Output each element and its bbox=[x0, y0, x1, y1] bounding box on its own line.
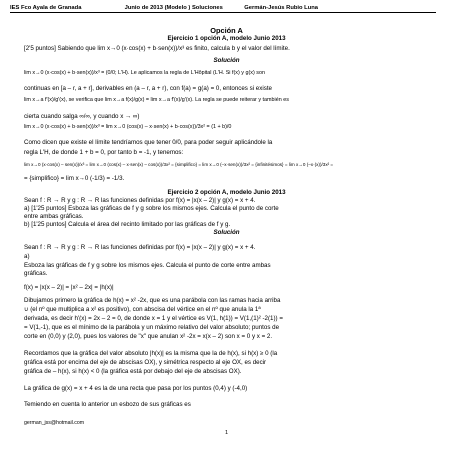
footer-email: german_jss@hotmail.com bbox=[24, 420, 85, 426]
ex2-statement-4: b) [1'25 puntos] Calcula el área del recinto limitado por las gráficas de f y g. bbox=[24, 221, 231, 228]
ex2-line-6: Dibujamos primero la gráfica de h(x) = x² -2x, que es una parábola con las ramas hacia arriba bbox=[24, 297, 281, 304]
ex2-line-7: ∪ (el nº que multiplica a x² es positivo), con abscisa del vértice en el nº que anula la 1ª bbox=[24, 306, 261, 313]
ex2-line-15: Temiendo en cuenta lo anterior un esbozo de sus gráficas es bbox=[24, 401, 191, 408]
ex1-line-5: lim x→0 (x·cos(x) + b·sen(x))/x³ = lim x→0 (cos(x) – x·sen(x) + b·cos(x))/3x² = (1 + b)/0 bbox=[24, 124, 232, 130]
ex2-line-3: Esboza las gráficas de f y g sobre los mismos ejes. Calcula el punto de corte entre ambas bbox=[24, 262, 271, 269]
ex1-line-2: continuas en [a – r, a + r], derivables en (a – r, a + r), con f(a) = g(a) = 0, entonces si existe bbox=[24, 85, 272, 92]
option-title: Opción A bbox=[210, 26, 243, 35]
ex1-line-3: lim x→a f'(x)/g'(x), se verifica que lim x→a f(x)/g(x) = lim x→a f'(x)/g'(x). La regla se puede reiterar y también es bbox=[24, 97, 289, 103]
exercise-1-statement: [2'5 puntos] Sabiendo que lim x→0 (x·cos(x) + b·sen(x))/x³ es finito, calcula b y el valor del límite. bbox=[24, 45, 290, 52]
header-exam: Junio de 2013 (Modelo ) Soluciones bbox=[124, 5, 223, 11]
exercise-1-title: Ejercicio 1 opción A, modelo Junio 2013 bbox=[167, 35, 286, 42]
ex1-line-4: cierta cuando salga ∞/∞, y cuando x → ∞) bbox=[24, 113, 140, 120]
ex2-line-10: corte en (0,0) y (2,0), pues los valores de "x" que anulan x² -2x = x(x – 2) son x = 0 y x = 2. bbox=[24, 333, 273, 340]
ex2-line-11: Recordamos que la gráfica del valor absoluto |h(x)| es la misma que la de h(x), si h(x) ≥ 0 (la bbox=[24, 350, 278, 357]
ex2-line-9: = V(1,-1), que es el mínimo de la parábola y un máximo relativo del valor absoluto; puntos de bbox=[24, 324, 280, 331]
ex1-line-1: lim x→0 (x·cos(x) + b·sen(x))/x³ = (0/0; L'H). Le aplicamos la regla de L'Hôpital (L'H. Si f(x) y g(x) son bbox=[24, 70, 265, 76]
page-header bbox=[10, 5, 436, 13]
ex2-line-8: derivada, es decir h'(x) = 2x – 2 = 0, de donde x = 1 y el vértice es V(1, h(1)) = V(1,(1)² -2(1)) = bbox=[24, 315, 283, 322]
page-number: 1 bbox=[224, 430, 229, 436]
ex2-line-5: f(x) = |x(x – 2)| = |x² – 2x| = |h(x)| bbox=[24, 284, 114, 291]
exercise-1-solution-title: Solución bbox=[213, 57, 240, 64]
header-author: Germán-Jesús Rubio Luna bbox=[244, 5, 319, 11]
header-school: IES Fco Ayala de Granada bbox=[10, 5, 82, 11]
ex2-line-14: La gráfica de g(x) = x + 4 es la de una recta que pasa por los puntos (0,4) y (-4,0) bbox=[24, 385, 248, 392]
ex2-line-13: gráfica de – h(x), si h(x) < 0 (la gráfica está por debajo del eje de abscisas OX). bbox=[24, 368, 242, 375]
ex2-statement-3: entre ambas gráficas. bbox=[24, 213, 84, 220]
ex2-line-2: a) bbox=[24, 253, 30, 260]
exercise-2-title: Ejercicio 2 opción A, modelo Junio 2013 bbox=[167, 189, 286, 196]
ex2-line-12: gráfica está por encima del eje de abscisas OX), y simétrica respecto al eje OX, es decir bbox=[24, 359, 267, 366]
ex2-statement-2: a) [1'25 puntos] Esboza las gráficas de f y g sobre los mismos ejes. Calcula el punto de corte bbox=[24, 205, 279, 212]
ex2-line-4: gráficas. bbox=[24, 270, 48, 277]
ex2-line-1: Sean f : R → R y g : R → R las funciones definidas por f(x) = |x(x – 2)| y g(x) = x + 4. bbox=[24, 244, 256, 251]
ex1-line-6: Como dicen que existe el límite tendríamos que tener 0/0, para poder seguir aplicándole la bbox=[24, 139, 273, 146]
ex1-line-9: = {simplifico} = lim x→0 (-1/3) = -1/3. bbox=[24, 175, 125, 182]
ex1-line-7: regla L'H, de donde 1 + b = 0, por tanto b = -1, y tenemos: bbox=[24, 149, 184, 156]
exercise-2-solution-title: Solución bbox=[213, 229, 240, 236]
ex1-line-8: lim x→0 (x·cos(x) – sen(x))/x³ = lim x→0 (cos(x) – x·sen(x) – cos(x))/3x² = {simplifico} = lim x→0 (–x·sen(x))/3x² = {infinitésimos} = lim x→0 (–x·(x))/3x² = bbox=[24, 162, 334, 167]
ex2-statement-1: Sean f : R → R y g : R → R las funciones definidas por f(x) = |x(x – 2)| y g(x) = x + 4. bbox=[24, 197, 256, 204]
